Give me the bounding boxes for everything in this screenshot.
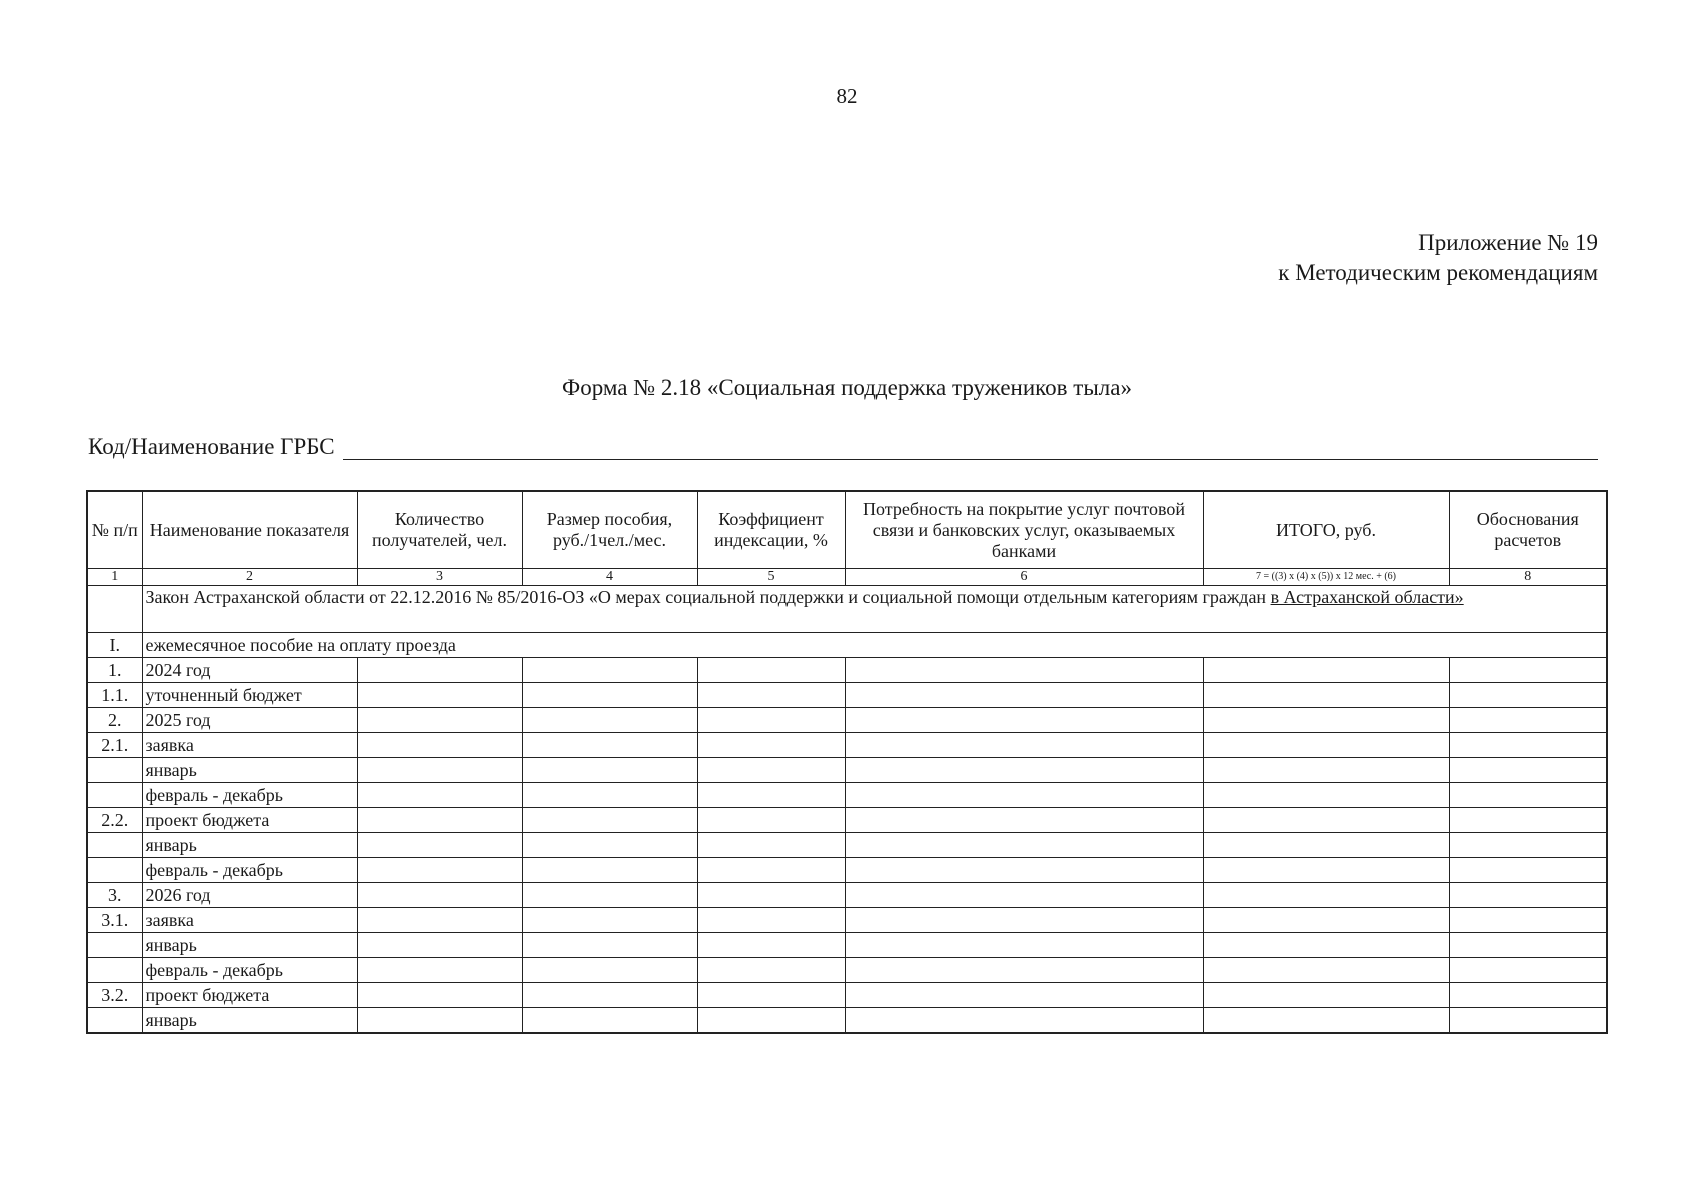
empty-value-cell[interactable] xyxy=(522,708,697,733)
empty-value-cell[interactable] xyxy=(697,858,845,883)
empty-value-cell[interactable] xyxy=(1449,883,1607,908)
row-number: 3. xyxy=(87,883,142,908)
law-row-num xyxy=(87,586,142,633)
empty-value-cell[interactable] xyxy=(697,683,845,708)
row-indicator-name: февраль - декабрь xyxy=(142,858,357,883)
row-indicator-name: заявка xyxy=(142,908,357,933)
empty-value-cell[interactable] xyxy=(1449,733,1607,758)
empty-value-cell[interactable] xyxy=(522,758,697,783)
empty-value-cell[interactable] xyxy=(522,933,697,958)
appendix-block xyxy=(1278,228,1598,288)
empty-value-cell[interactable] xyxy=(357,683,522,708)
empty-value-cell[interactable] xyxy=(845,808,1203,833)
empty-value-cell[interactable] xyxy=(1449,683,1607,708)
empty-value-cell[interactable] xyxy=(1449,958,1607,983)
empty-value-cell[interactable] xyxy=(357,933,522,958)
table-row xyxy=(87,733,1607,758)
column-number: 5 xyxy=(697,569,845,586)
column-number: 2 xyxy=(142,569,357,586)
empty-value-cell[interactable] xyxy=(522,858,697,883)
empty-value-cell[interactable] xyxy=(357,783,522,808)
section-num: I. xyxy=(87,633,142,658)
header-row xyxy=(87,491,1607,569)
empty-value-cell[interactable] xyxy=(1203,883,1449,908)
column-number: 8 xyxy=(1449,569,1607,586)
empty-value-cell[interactable] xyxy=(1203,908,1449,933)
grbs-fill-line xyxy=(343,439,1598,460)
empty-value-cell[interactable] xyxy=(522,833,697,858)
header-cell: Размер пособия, руб./1чел./мес. xyxy=(522,491,697,569)
empty-value-cell[interactable] xyxy=(697,783,845,808)
empty-value-cell[interactable] xyxy=(1203,683,1449,708)
row-number xyxy=(87,833,142,858)
empty-value-cell[interactable] xyxy=(1203,658,1449,683)
row-indicator-name: проект бюджета xyxy=(142,808,357,833)
empty-value-cell[interactable] xyxy=(845,708,1203,733)
empty-value-cell[interactable] xyxy=(1449,658,1607,683)
section-text: ежемесячное пособие на оплату проезда xyxy=(142,633,1607,658)
table-row xyxy=(87,908,1607,933)
empty-value-cell[interactable] xyxy=(1449,808,1607,833)
empty-value-cell[interactable] xyxy=(1203,833,1449,858)
empty-value-cell[interactable] xyxy=(845,833,1203,858)
row-number: 2.1. xyxy=(87,733,142,758)
empty-value-cell[interactable] xyxy=(1449,908,1607,933)
table-row xyxy=(87,683,1607,708)
row-number xyxy=(87,783,142,808)
empty-value-cell[interactable] xyxy=(697,758,845,783)
empty-value-cell[interactable] xyxy=(522,883,697,908)
empty-value-cell[interactable] xyxy=(845,783,1203,808)
row-indicator-name: проект бюджета xyxy=(142,983,357,1008)
grbs-label: Код/Наименование ГРБС xyxy=(88,434,335,459)
law-row xyxy=(87,586,1607,633)
column-number: 4 xyxy=(522,569,697,586)
empty-value-cell[interactable] xyxy=(845,733,1203,758)
empty-value-cell[interactable] xyxy=(845,983,1203,1008)
table-row xyxy=(87,808,1607,833)
empty-value-cell[interactable] xyxy=(845,1008,1203,1034)
law-text-main: Закон Астраханской области от 22.12.2016 № 85/2016-ОЗ «О мерах социальной поддержки и социальной помощи отдельным категориям граждан xyxy=(145,587,1271,607)
row-number xyxy=(87,933,142,958)
appendix-number: Приложение № 19 xyxy=(1418,230,1598,255)
page-number: 82 xyxy=(836,84,858,108)
empty-value-cell[interactable] xyxy=(1203,983,1449,1008)
header-cell: Наименование показателя xyxy=(142,491,357,569)
row-number xyxy=(87,1008,142,1034)
empty-value-cell[interactable] xyxy=(522,1008,697,1034)
row-number: 2.2. xyxy=(87,808,142,833)
empty-value-cell[interactable] xyxy=(357,958,522,983)
appendix-reference: к Методическим рекомендациям xyxy=(1278,260,1598,285)
empty-value-cell[interactable] xyxy=(697,1008,845,1034)
empty-value-cell[interactable] xyxy=(1203,808,1449,833)
table-row xyxy=(87,708,1607,733)
row-number xyxy=(87,858,142,883)
empty-value-cell[interactable] xyxy=(357,733,522,758)
empty-value-cell[interactable] xyxy=(697,833,845,858)
empty-value-cell[interactable] xyxy=(697,908,845,933)
empty-value-cell[interactable] xyxy=(697,883,845,908)
table-row xyxy=(87,933,1607,958)
row-indicator-name: февраль - декабрь xyxy=(142,783,357,808)
empty-value-cell[interactable] xyxy=(1449,783,1607,808)
row-number: 3.1. xyxy=(87,908,142,933)
empty-value-cell[interactable] xyxy=(845,858,1203,883)
empty-value-cell[interactable] xyxy=(1203,783,1449,808)
empty-value-cell[interactable] xyxy=(845,658,1203,683)
table-row xyxy=(87,1008,1607,1034)
empty-value-cell[interactable] xyxy=(1203,758,1449,783)
empty-value-cell[interactable] xyxy=(1449,833,1607,858)
empty-value-cell[interactable] xyxy=(845,908,1203,933)
empty-value-cell[interactable] xyxy=(845,958,1203,983)
form-title: Форма № 2.18 «Социальная поддержка тружеников тыла» xyxy=(562,375,1132,400)
empty-value-cell[interactable] xyxy=(357,1008,522,1034)
empty-value-cell[interactable] xyxy=(357,858,522,883)
header-cell: № п/п xyxy=(87,491,142,569)
empty-value-cell[interactable] xyxy=(845,758,1203,783)
law-text xyxy=(142,586,1607,633)
row-number xyxy=(87,958,142,983)
row-indicator-name: январь xyxy=(142,1008,357,1034)
row-indicator-name: 2026 год xyxy=(142,883,357,908)
empty-value-cell[interactable] xyxy=(522,983,697,1008)
empty-value-cell[interactable] xyxy=(1449,983,1607,1008)
row-number: 1.1. xyxy=(87,683,142,708)
empty-value-cell[interactable] xyxy=(697,733,845,758)
section-row xyxy=(87,633,1607,658)
empty-value-cell[interactable] xyxy=(697,933,845,958)
table-row xyxy=(87,958,1607,983)
empty-value-cell[interactable] xyxy=(697,658,845,683)
empty-value-cell[interactable] xyxy=(1449,858,1607,883)
row-indicator-name: уточненный бюджет xyxy=(142,683,357,708)
row-number: 2. xyxy=(87,708,142,733)
empty-value-cell[interactable] xyxy=(1203,733,1449,758)
header-cell: Потребность на покрытие услуг почтовой связи и банковских услуг, оказываемых банками xyxy=(845,491,1203,569)
empty-value-cell[interactable] xyxy=(1449,708,1607,733)
empty-value-cell[interactable] xyxy=(697,708,845,733)
table-row xyxy=(87,833,1607,858)
table-row xyxy=(87,883,1607,908)
empty-value-cell[interactable] xyxy=(357,758,522,783)
row-number: 3.2. xyxy=(87,983,142,1008)
empty-value-cell[interactable] xyxy=(357,908,522,933)
empty-value-cell[interactable] xyxy=(1449,933,1607,958)
row-indicator-name: февраль - декабрь xyxy=(142,958,357,983)
empty-value-cell[interactable] xyxy=(1203,1008,1449,1034)
empty-value-cell[interactable] xyxy=(1449,1008,1607,1034)
header-cell: Обоснования расчетов xyxy=(1449,491,1607,569)
table-row xyxy=(87,858,1607,883)
empty-value-cell[interactable] xyxy=(357,833,522,858)
empty-value-cell[interactable] xyxy=(357,983,522,1008)
form-table xyxy=(86,490,1608,1034)
empty-value-cell[interactable] xyxy=(697,808,845,833)
empty-value-cell[interactable] xyxy=(845,883,1203,908)
row-indicator-name: январь xyxy=(142,833,357,858)
empty-value-cell[interactable] xyxy=(1203,958,1449,983)
row-indicator-name: 2024 год xyxy=(142,658,357,683)
row-indicator-name: январь xyxy=(142,758,357,783)
empty-value-cell[interactable] xyxy=(845,933,1203,958)
header-cell: Количество получателей, чел. xyxy=(357,491,522,569)
table-row xyxy=(87,983,1607,1008)
grbs-field xyxy=(88,434,1598,460)
header-cell: ИТОГО, руб. xyxy=(1203,491,1449,569)
empty-value-cell[interactable] xyxy=(697,983,845,1008)
empty-value-cell[interactable] xyxy=(697,958,845,983)
row-indicator-name: заявка xyxy=(142,733,357,758)
column-number: 1 xyxy=(87,569,142,586)
empty-value-cell[interactable] xyxy=(522,733,697,758)
empty-value-cell[interactable] xyxy=(522,658,697,683)
empty-value-cell[interactable] xyxy=(1203,858,1449,883)
empty-value-cell[interactable] xyxy=(522,683,697,708)
law-text-tail: в Астраханской области» xyxy=(1270,587,1464,607)
row-indicator-name: январь xyxy=(142,933,357,958)
empty-value-cell[interactable] xyxy=(522,808,697,833)
empty-value-cell[interactable] xyxy=(845,683,1203,708)
table-row xyxy=(87,758,1607,783)
empty-value-cell[interactable] xyxy=(522,783,697,808)
row-indicator-name: 2025 год xyxy=(142,708,357,733)
empty-value-cell[interactable] xyxy=(357,708,522,733)
header-cell: Коэффициент индексации, % xyxy=(697,491,845,569)
row-number xyxy=(87,758,142,783)
column-number-row xyxy=(87,569,1607,586)
empty-value-cell[interactable] xyxy=(522,958,697,983)
empty-value-cell[interactable] xyxy=(522,908,697,933)
column-number: 3 xyxy=(357,569,522,586)
empty-value-cell[interactable] xyxy=(1203,708,1449,733)
empty-value-cell[interactable] xyxy=(357,808,522,833)
row-number: 1. xyxy=(87,658,142,683)
empty-value-cell[interactable] xyxy=(357,883,522,908)
table-row xyxy=(87,658,1607,683)
column-number-formula: 7 = ((3) x (4) x (5)) x 12 мес. + (6) xyxy=(1203,569,1449,586)
empty-value-cell[interactable] xyxy=(1449,758,1607,783)
table-row xyxy=(87,783,1607,808)
empty-value-cell[interactable] xyxy=(357,658,522,683)
column-number: 6 xyxy=(845,569,1203,586)
empty-value-cell[interactable] xyxy=(1203,933,1449,958)
